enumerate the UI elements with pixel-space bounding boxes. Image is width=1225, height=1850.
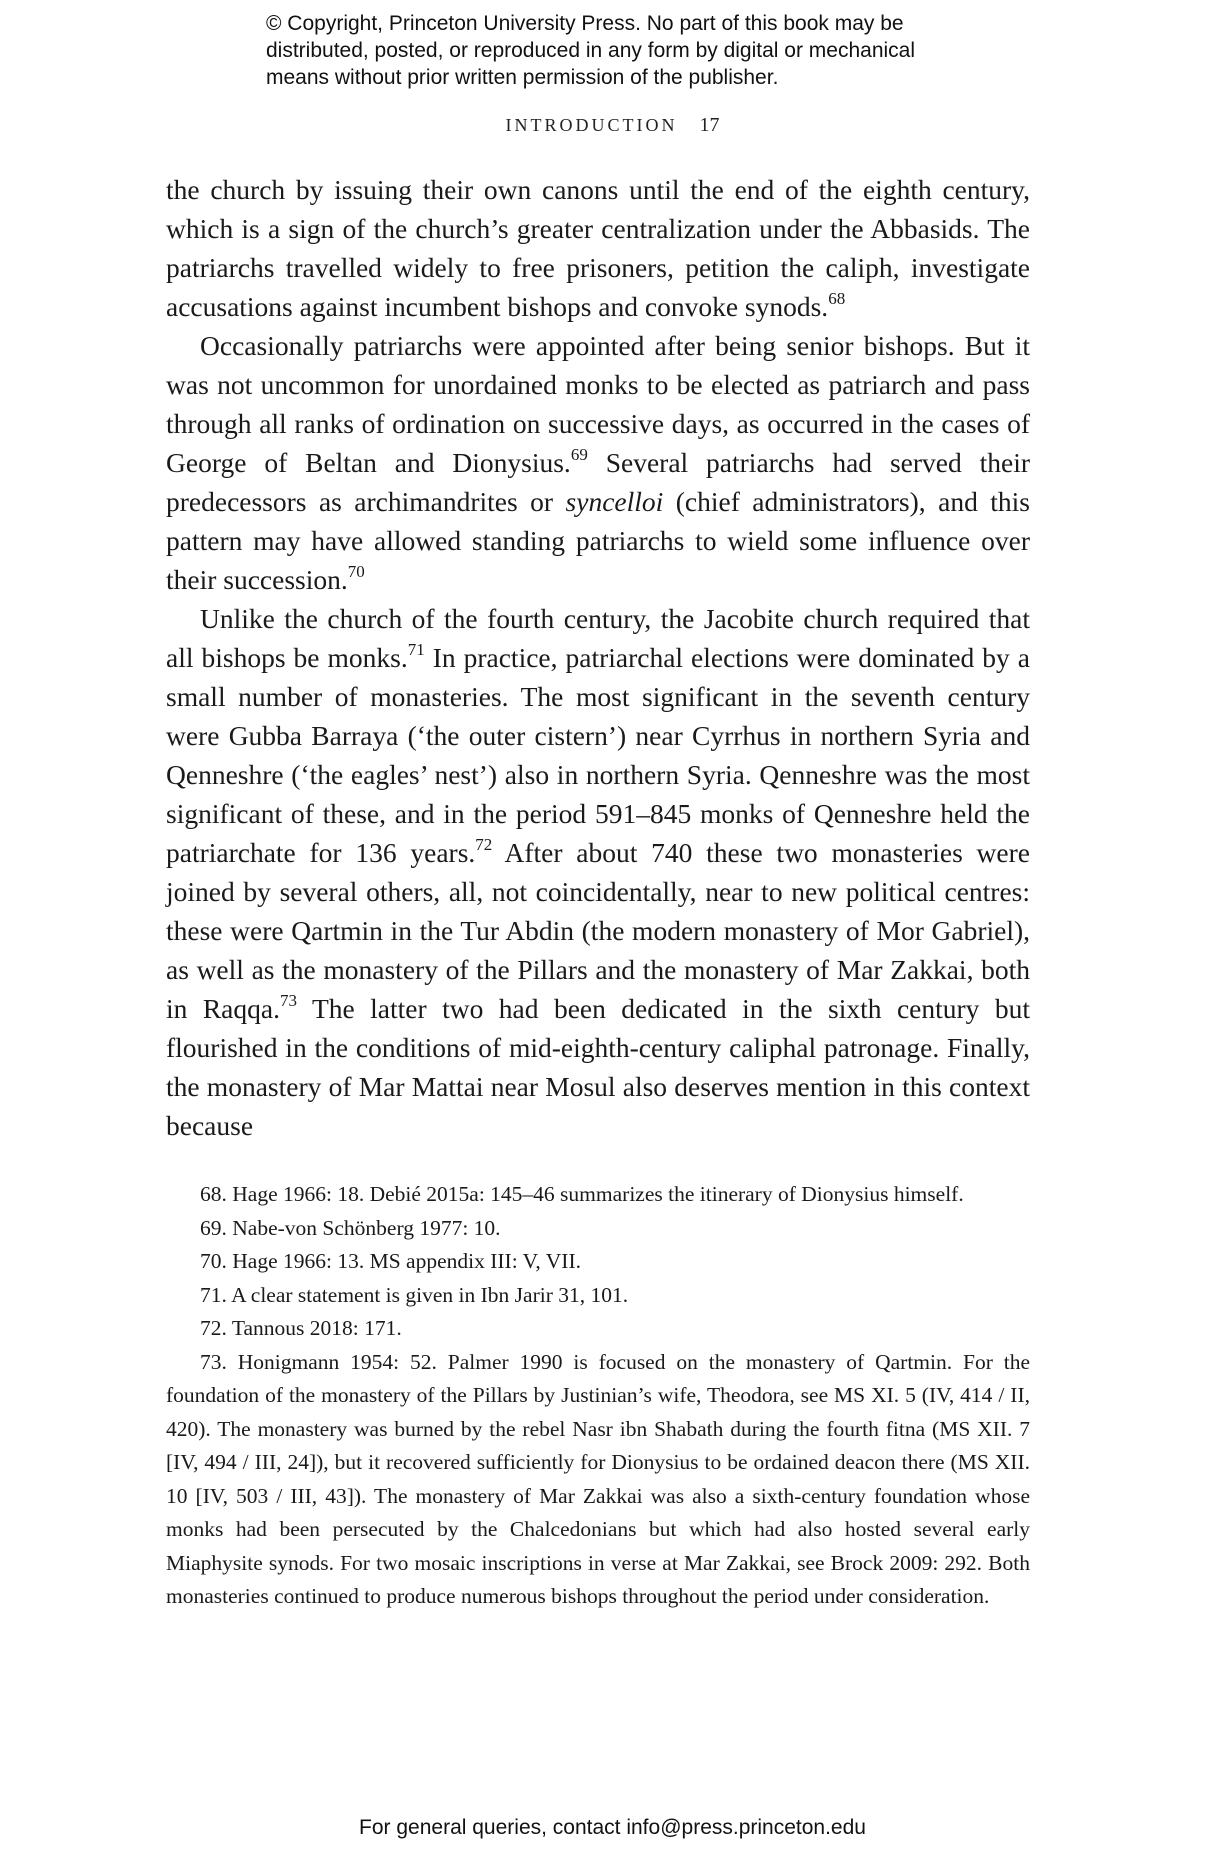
- running-head-title: INTRODUCTION: [505, 115, 678, 135]
- paragraph-text: the church by issuing their own canons until the end of the eighth century, which is a sign of the church’s greater centralization under the Abbasids. The patriarchs travelled widely to free prisoners, petition the caliph, investigate accusations against incumbent bishops and convoke synods.: [166, 174, 1030, 322]
- paragraph-text: In practice, patriarchal elections were dominated by a small number of monasteries. The most significant in the seventh century were Gubba Barraya (‘the outer cistern’) near Cyrrhus in northern Syria and Qenneshre (‘the eagles’ nest’) also in northern Syria. Qenneshre was the most significant of these, and in the period 591–845 monks of Qenneshre held the patriarchate for 136 years.: [166, 642, 1030, 868]
- footnote-ref-72[interactable]: 72: [475, 835, 493, 855]
- copyright-line: means without prior written permission of the publisher.: [266, 66, 779, 89]
- footnote-ref-69[interactable]: 69: [570, 445, 588, 465]
- footnote-ref-73[interactable]: 73: [279, 991, 297, 1011]
- paragraph-text: After about 740 these two monasteries were joined by several others, all, not coincidentally, near to new political centres: these were Qartmin in the Tur Abdin (the modern monastery of Mor Gabriel), as well as the monastery of the Pillars and the monastery of Mar Zakkai, both in Raqqa.: [166, 837, 1030, 1024]
- paragraph-text: Unlike the church of the fourth century, the Jacobite church required that all bishops be monks.: [166, 603, 1030, 673]
- contact-footer: For general queries, contact info@press.princeton.edu: [359, 1816, 866, 1839]
- main-text: [166, 170, 1030, 1145]
- copyright-line: distributed, posted, or reproduced in any form by digital or mechanical: [266, 39, 916, 62]
- footnote-68: 68. Hage 1966: 18. Debié 2015a: 145–46 summarizes the itinerary of Dionysius himself.: [200, 1182, 964, 1206]
- paragraph-text: (chief administrators), and this pattern may have allowed standing patriarchs to wield some influence over their succession.: [166, 486, 1031, 595]
- footnote-73: 73. Honigmann 1954: 52. Palmer 1990 is focused on the monastery of Qartmin. For the foundation of the monastery of the Pillars by Justinian’s wife, Theodora, see MS XI. 5 (IV, 414 / II, 420). The monastery was burned by the rebel Nasr ibn Shabath during the fourth fitna (MS XII. 7 [IV, 494 / III, 24]), but it recovered sufficiently for Dionysius to be ordained deacon there (MS XII. 10 [IV, 503 / III, 43]). The monastery of Mar Zakkai was also a sixth-century foundation whose monks had been persecuted by the Chalcedonians but which had also hosted several early Miaphysite synods. For two mosaic inscriptions in verse at Mar Zakkai, see Brock 2009: 292. Both monasteries continued to produce numerous bishops throughout the period under consideration.: [166, 1349, 1030, 1608]
- footnote-70: 70. Hage 1966: 13. MS appendix III: V, VII.: [200, 1249, 581, 1273]
- page-number: 17: [699, 114, 720, 136]
- footnote-ref-70[interactable]: 70: [347, 562, 365, 582]
- footnote-ref-71[interactable]: 71: [407, 640, 425, 660]
- copyright-line: © Copyright, Princeton University Press. No part of this book may be: [266, 12, 904, 35]
- footnote-71: 71. A clear statement is given in Ibn Jarir 31, 101.: [200, 1282, 629, 1307]
- footnote-72: 72. Tannous 2018: 171.: [200, 1316, 402, 1340]
- italic-term: syncelloi: [565, 486, 664, 517]
- paragraph-1: [166, 170, 1030, 326]
- paragraph-3: [166, 599, 1030, 1145]
- paragraph-text: Several patriarchs had served their predecessors as archimandrites or: [166, 447, 1031, 517]
- paragraph-2: [166, 326, 1030, 599]
- footnote-ref-68[interactable]: 68: [828, 289, 846, 309]
- paragraph-text: Occasionally patriarchs were appointed after being senior bishops. But it was not uncommon for unordained monks to be elected as patriarch and pass through all ranks of ordination on successive days, as occurred in the cases of George of Beltan and Dionysius.: [166, 330, 1030, 478]
- footnote-69: 69. Nabe-von Schönberg 1977: 10.: [200, 1215, 501, 1240]
- copyright-notice: [266, 10, 1026, 91]
- running-head: [0, 114, 1225, 137]
- footnotes: [166, 1178, 1030, 1614]
- paragraph-text: The latter two had been dedicated in the sixth century but flourished in the conditions of mid-eighth-century caliphal patronage. Finally, the monastery of Mar Mattai near Mosul also deserves mention in this context because: [166, 993, 1030, 1141]
